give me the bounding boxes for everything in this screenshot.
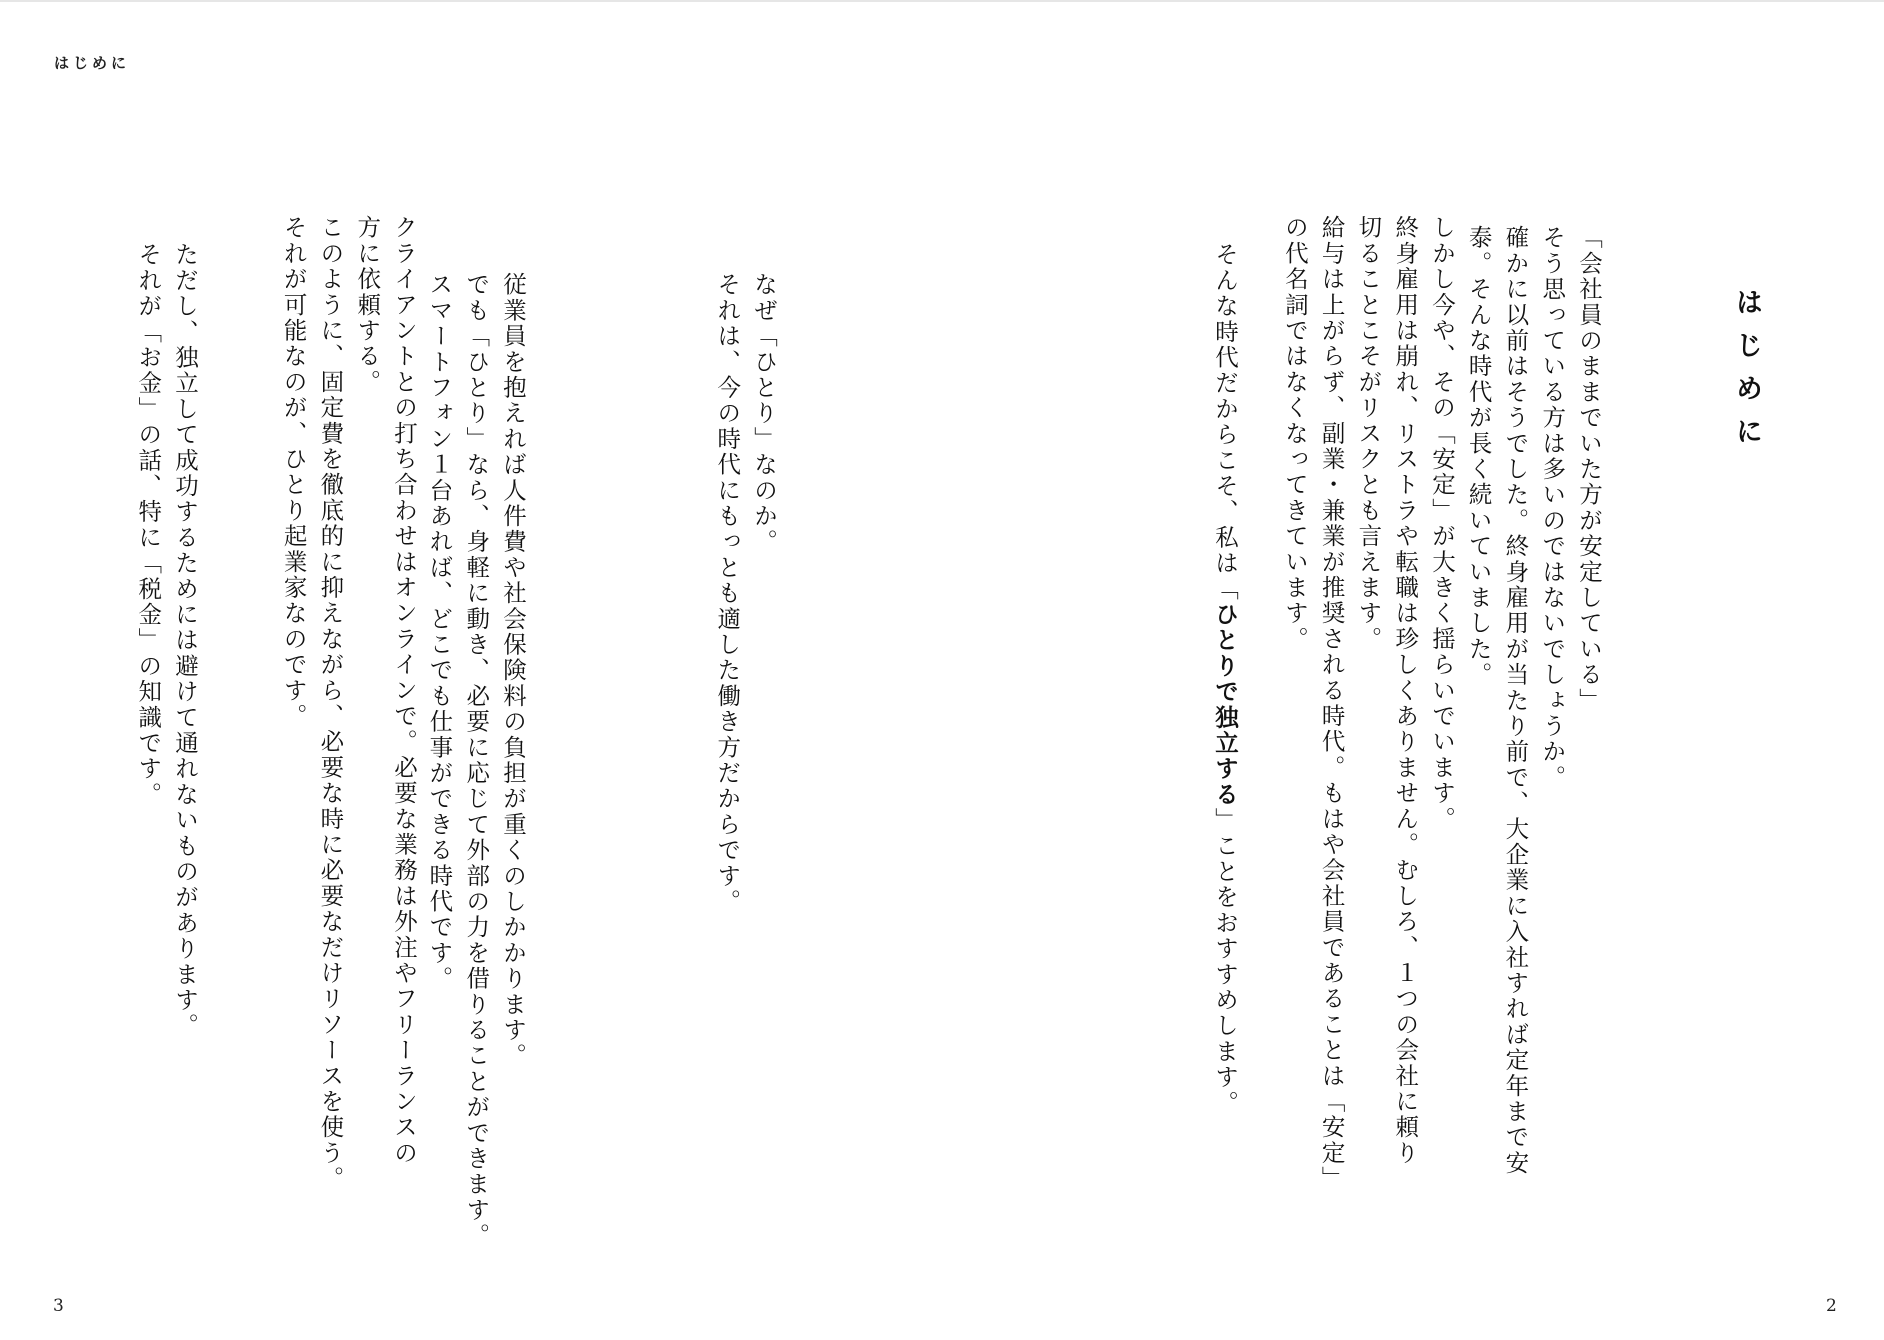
- text-line: それが「お金」の話、特に「税金」の知識です。: [134, 242, 163, 808]
- text-line: 終身雇用は崩れ、リストラや転職は珍しくありません。むしろ、１つの会社に頼り: [1391, 215, 1420, 1166]
- text-line: の代名詞ではなくなってきています。: [1280, 215, 1309, 652]
- text-run: そんな時代だからこそ、私は「: [1211, 242, 1239, 602]
- text-line: 泰。そんな時代が長く続いていました。: [1464, 225, 1493, 688]
- text-line: しかし今や、その「安定」が大きく揺らいでいます。: [1428, 215, 1456, 832]
- paragraph-5: [421, 272, 531, 1249]
- text-line: でも「ひとり」なら、身軽に動き、必要に応じて外部の力を借りることができます。: [462, 272, 491, 1249]
- emphasis-text: ひとりで独立する: [1211, 601, 1239, 808]
- text-line: 切ることこそがリスクとも言えます。: [1354, 215, 1383, 652]
- paragraph-2: [1276, 215, 1460, 1192]
- text-line: それが可能なのが、ひとり起業家なのです。: [279, 215, 308, 729]
- text-line: それは、今の時代にもっとも適した働き方だからです。: [713, 272, 742, 915]
- text-line: 給与は上がらず、副業・兼業が推奨される時代。もはや会社員であることは「安定」: [1317, 215, 1346, 1192]
- text-run: 」ことをおすすめします。: [1211, 807, 1239, 1116]
- paragraph-7: [129, 242, 203, 1039]
- text-line: [1206, 242, 1243, 1116]
- paragraph-6: [275, 215, 422, 1192]
- text-line: 「会社員のままでいた方が安定している」: [1575, 225, 1603, 714]
- text-line: そう思っている方は多いのではないでしょうか。: [1538, 225, 1567, 791]
- top-divider: [0, 0, 1884, 2]
- paragraph-3: [1206, 242, 1243, 1116]
- page-number-right: 2: [1826, 1296, 1837, 1316]
- text-line: スマートフォン１台あれば、どこでも仕事ができる時代です。: [425, 272, 454, 992]
- running-head: はじめに: [54, 54, 131, 72]
- text-line: このように、固定費を徹底的に抑えながら、必要な時に必要なだけリソースを使う。: [316, 215, 345, 1192]
- text-line: なぜ「ひとり」なのか。: [750, 272, 778, 555]
- paragraph-4: [708, 272, 782, 915]
- text-line: クライアントとの打ち合わせはオンラインで。必要な業務は外注やフリーランスの: [390, 215, 418, 1166]
- page-number-left: 3: [53, 1296, 64, 1316]
- text-line: 従業員を抱えれば人件費や社会保険料の負担が重くのしかかります。: [499, 272, 527, 1069]
- text-line: ただし、独立して成功するためには避けて通れないものがあります。: [171, 242, 199, 1039]
- text-line: 方に依頼する。: [353, 215, 382, 395]
- text-line: 確かに以前はそうでした。終身雇用が当たり前で、大企業に入社すれば定年まで安: [1501, 225, 1530, 1176]
- paragraph-1: [1460, 225, 1607, 1176]
- chapter-heading: はじめに: [1731, 288, 1762, 460]
